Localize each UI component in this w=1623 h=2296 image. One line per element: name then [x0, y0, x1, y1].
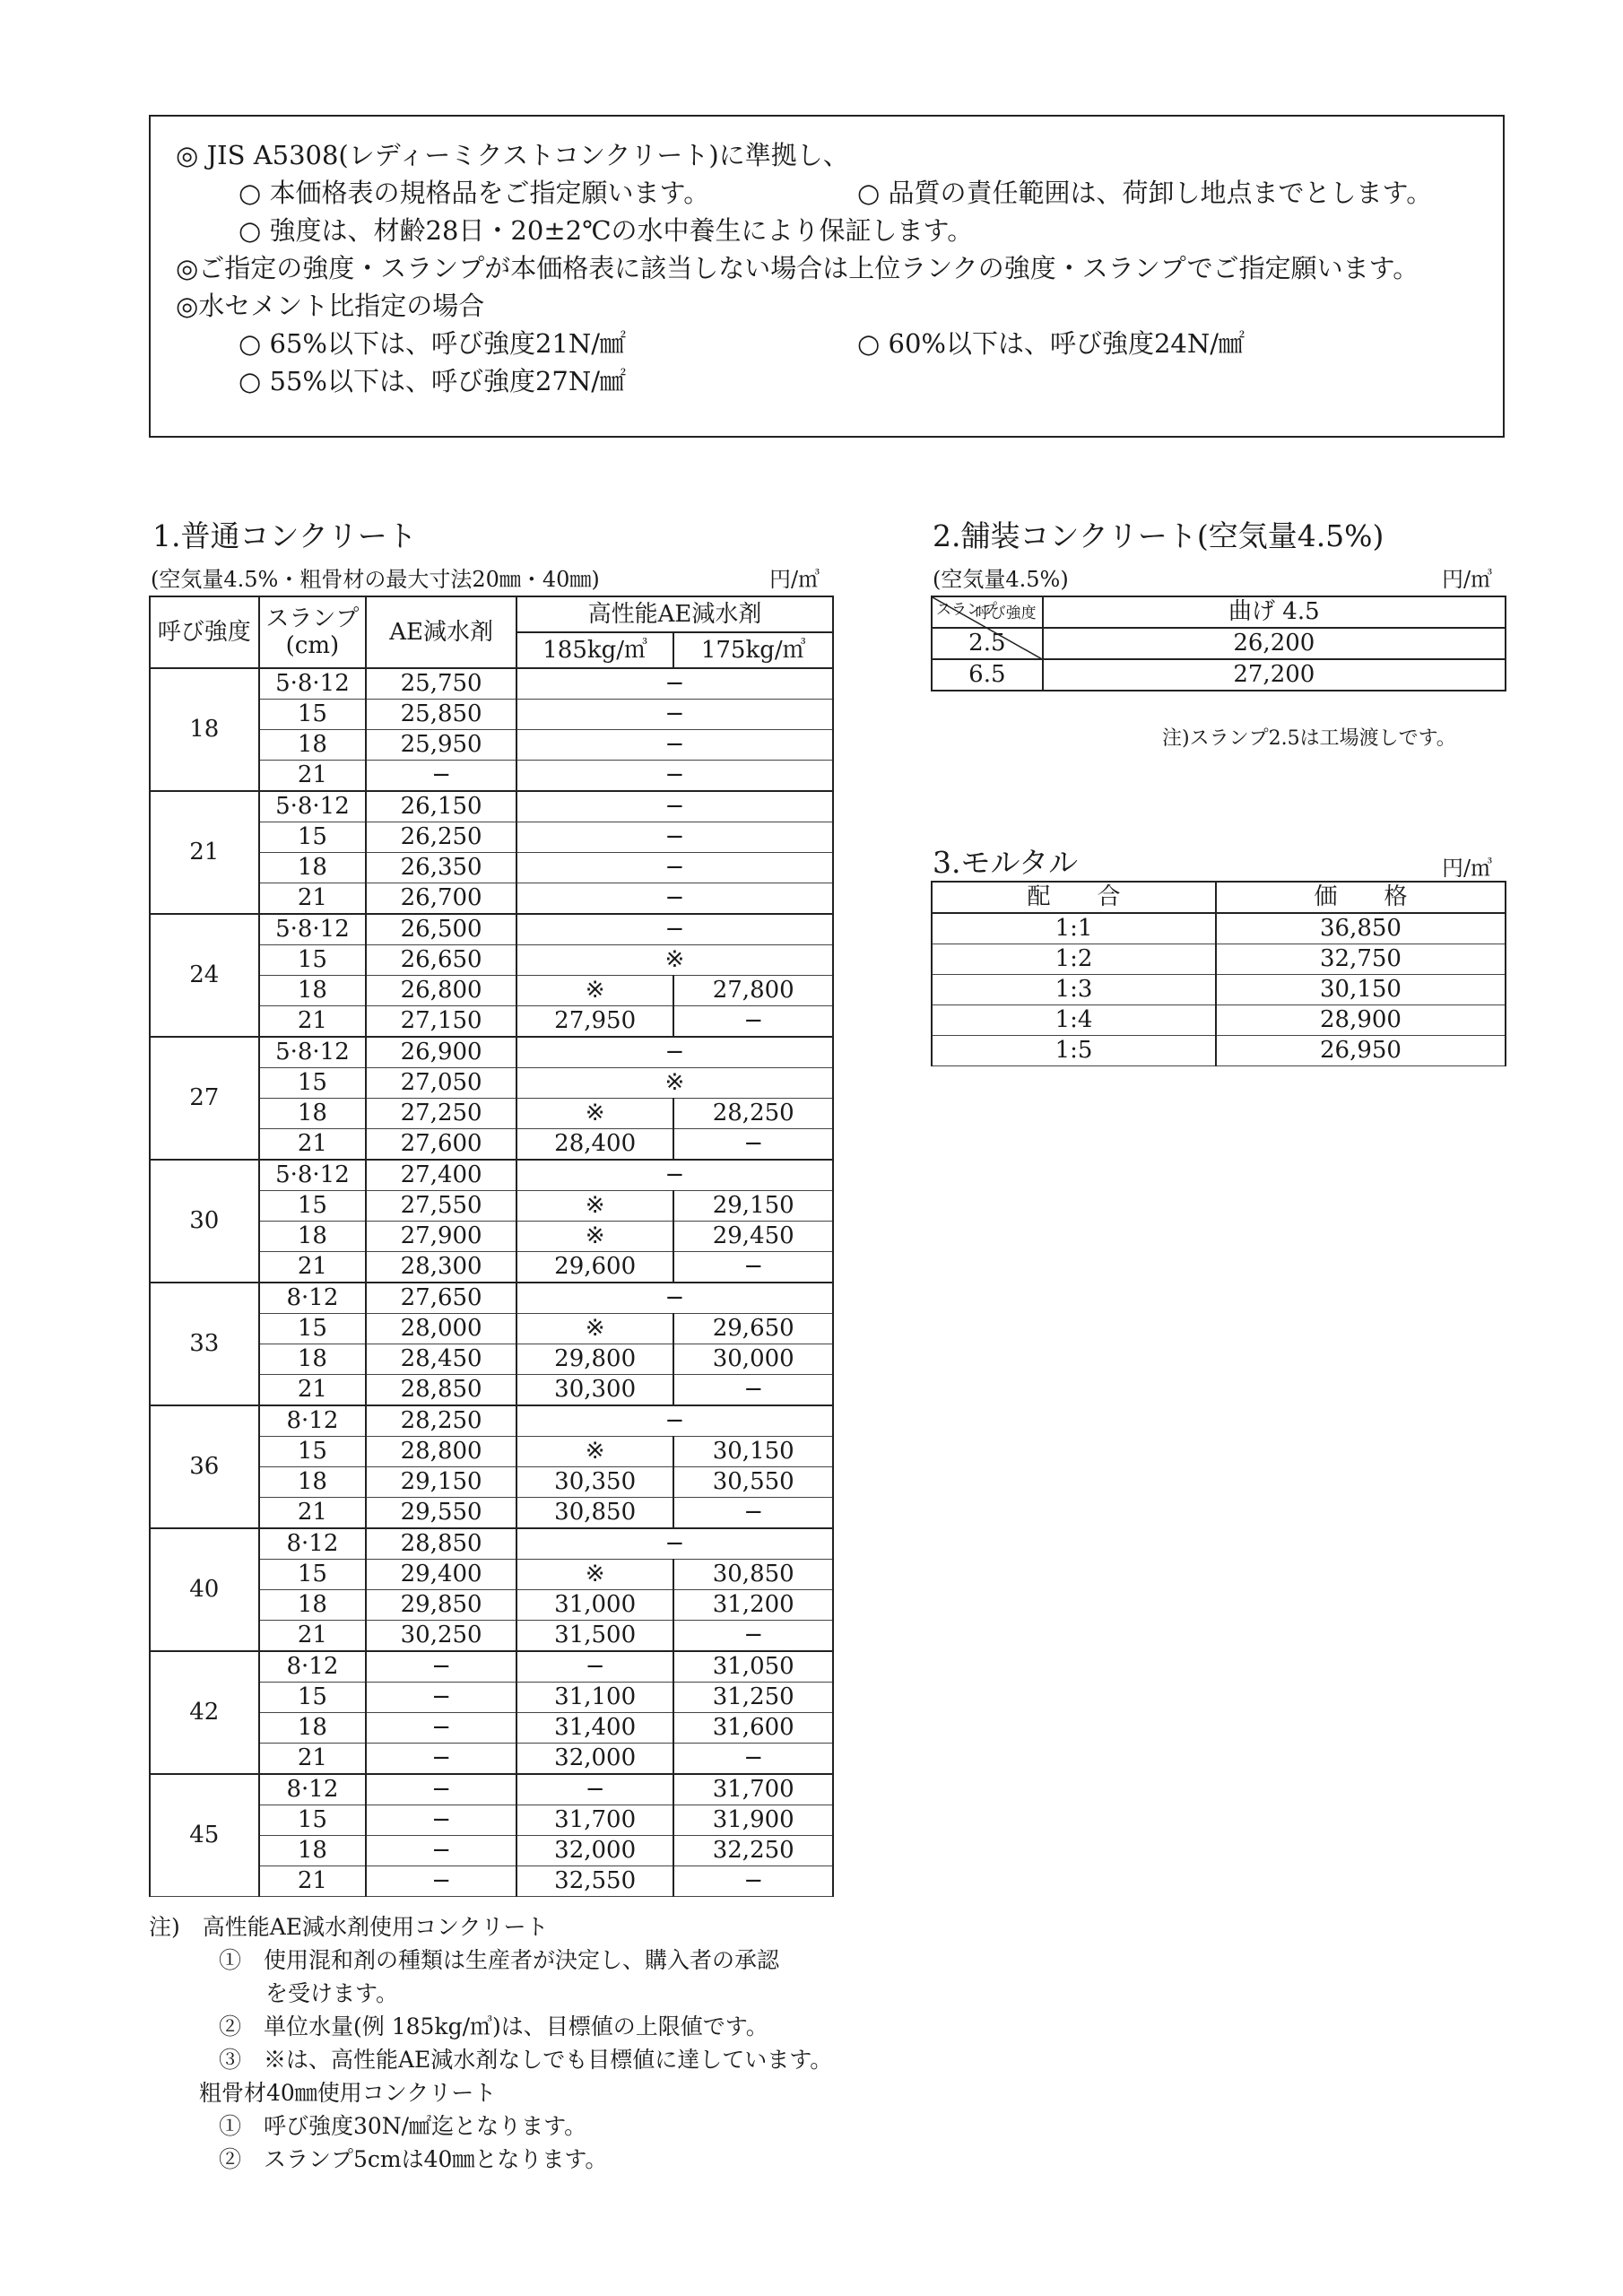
- hp-merged-cell: −: [516, 883, 833, 915]
- ae-price-cell: 29,400: [366, 1560, 516, 1590]
- hp-merged-cell: −: [516, 1405, 833, 1437]
- hp-merged-cell: −: [516, 1037, 833, 1068]
- hp-merged-cell: ※: [516, 945, 833, 976]
- paving-slump: 6.5: [932, 659, 1043, 691]
- slump-cell: 15: [259, 1560, 367, 1590]
- ae-price-cell: 28,800: [366, 1437, 516, 1467]
- ae-price-cell: 26,650: [366, 945, 516, 976]
- ae-price-cell: −: [366, 1774, 516, 1805]
- hp185-price-cell: 31,000: [516, 1590, 674, 1621]
- hp-merged-cell: −: [516, 730, 833, 761]
- hp175-price-cell: 31,900: [673, 1805, 833, 1836]
- notice-box: [149, 115, 1505, 438]
- ae-price-cell: −: [366, 1744, 516, 1775]
- hp175-price-cell: −: [673, 1375, 833, 1406]
- header-hp175: 175kg/㎥: [673, 632, 833, 668]
- slump-cell: 18: [259, 1836, 367, 1866]
- hp185-price-cell: 31,700: [516, 1805, 674, 1836]
- strength-cell: 45: [150, 1774, 259, 1897]
- section2-note: 注)スランプ2.5は工場渡しです。: [1162, 727, 1456, 750]
- ae-price-cell: 26,700: [366, 883, 516, 915]
- slump-cell: 18: [259, 1590, 367, 1621]
- ae-price-cell: −: [366, 1683, 516, 1713]
- hp185-price-cell: 28,400: [516, 1129, 674, 1161]
- hp-merged-cell: −: [516, 668, 833, 700]
- ae-price-cell: 26,250: [366, 822, 516, 853]
- slump-cell: 21: [259, 1006, 367, 1038]
- table-row: [150, 1405, 833, 1437]
- slump-cell: 15: [259, 1068, 367, 1099]
- notice-line: ◎ JIS A5308(レディーミクストコンクリート)に準拠し、: [176, 140, 849, 170]
- ae-price-cell: 27,900: [366, 1222, 516, 1252]
- section2-title: 2.舗装コンクリート(空気量4.5%): [933, 518, 1384, 553]
- section1-subtitle: (空気量4.5%・粗骨材の最大寸法20㎜・40㎜): [151, 567, 600, 592]
- hp175-price-cell: 31,700: [673, 1774, 833, 1805]
- notice-line: ◎ご指定の強度・スランプが本価格表に該当しない場合は上位ランクの強度・スランプでご指定願います。: [176, 253, 1419, 283]
- hp175-price-cell: 31,050: [673, 1651, 833, 1683]
- ae-price-cell: 28,850: [366, 1375, 516, 1406]
- slump-cell: 8·12: [259, 1405, 367, 1437]
- note-item: ② 単位水量(例 185kg/㎥)は、目標値の上限値です。: [219, 2013, 768, 2039]
- mortar-mix: 1:4: [932, 1005, 1216, 1036]
- notice-item: ○ 品質の責任範囲は、荷卸し地点までとします。: [857, 178, 1433, 208]
- ae-price-cell: 27,150: [366, 1006, 516, 1038]
- strength-cell: 42: [150, 1651, 259, 1774]
- hp-merged-cell: ※: [516, 1068, 833, 1099]
- notice-line: [176, 325, 1503, 362]
- ae-price-cell: 27,650: [366, 1283, 516, 1314]
- hp175-price-cell: −: [673, 1621, 833, 1652]
- slump-cell: 18: [259, 1099, 367, 1129]
- ae-price-cell: 27,250: [366, 1099, 516, 1129]
- slump-cell: 15: [259, 1683, 367, 1713]
- slump-cell: 21: [259, 1621, 367, 1652]
- hp-merged-cell: −: [516, 700, 833, 730]
- slump-cell: 15: [259, 1314, 367, 1344]
- hp185-price-cell: 32,000: [516, 1744, 674, 1775]
- hp-merged-cell: −: [516, 761, 833, 792]
- slump-cell: 15: [259, 945, 367, 976]
- note-item: を受けます。: [265, 1980, 399, 2006]
- ae-price-cell: 28,300: [366, 1252, 516, 1283]
- notice-item: ○ 60%以下は、呼び強度24N/㎟: [857, 328, 1245, 359]
- note-item: ① 呼び強度30N/㎟迄となります。: [219, 2113, 587, 2139]
- hp175-price-cell: 29,450: [673, 1222, 833, 1252]
- hp175-price-cell: 27,800: [673, 976, 833, 1006]
- paving-price: 27,200: [1043, 659, 1506, 691]
- hp185-price-cell: −: [516, 1774, 674, 1805]
- ae-price-cell: −: [366, 1713, 516, 1744]
- mortar-price: 36,850: [1216, 913, 1506, 944]
- paving-price-table: [931, 596, 1506, 691]
- slump-cell: 21: [259, 1498, 367, 1529]
- hp185-price-cell: ※: [516, 1191, 674, 1222]
- strength-cell: 21: [150, 791, 259, 914]
- notice-line: [176, 174, 1503, 212]
- concrete-price-table: [149, 596, 834, 1897]
- hp175-price-cell: −: [673, 1252, 833, 1283]
- hp175-price-cell: −: [673, 1006, 833, 1038]
- strength-cell: 40: [150, 1528, 259, 1651]
- hp185-price-cell: ※: [516, 1222, 674, 1252]
- mortar-mix: 1:5: [932, 1036, 1216, 1066]
- ae-price-cell: 27,550: [366, 1191, 516, 1222]
- ae-price-cell: 28,850: [366, 1528, 516, 1560]
- hp175-price-cell: 31,250: [673, 1683, 833, 1713]
- slump-cell: 18: [259, 853, 367, 883]
- hp185-price-cell: 32,000: [516, 1836, 674, 1866]
- slump-cell: 21: [259, 1744, 367, 1775]
- table-row: [150, 1160, 833, 1191]
- header-ae: AE減水剤: [366, 596, 516, 668]
- ae-price-cell: 26,800: [366, 976, 516, 1006]
- slump-cell: 5·8·12: [259, 668, 367, 700]
- hp175-price-cell: 28,250: [673, 1099, 833, 1129]
- note-item: ② スランプ5cmは40㎜となります。: [219, 2146, 608, 2172]
- ae-price-cell: 29,550: [366, 1498, 516, 1529]
- header-hp185: 185kg/㎥: [516, 632, 674, 668]
- section2-subtitle: (空気量4.5%): [933, 567, 1069, 592]
- ae-price-cell: 27,050: [366, 1068, 516, 1099]
- slump-cell: 21: [259, 761, 367, 792]
- notice-item: ○ 65%以下は、呼び強度21N/㎟: [239, 328, 627, 359]
- hp185-price-cell: ※: [516, 1437, 674, 1467]
- slump-cell: 15: [259, 822, 367, 853]
- ae-price-cell: 29,150: [366, 1467, 516, 1498]
- hp175-price-cell: −: [673, 1498, 833, 1529]
- slump-cell: 18: [259, 976, 367, 1006]
- table-row: [150, 1037, 833, 1068]
- concrete-table-body: [150, 668, 833, 1897]
- ae-price-cell: 26,350: [366, 853, 516, 883]
- slump-cell: 8·12: [259, 1774, 367, 1805]
- mortar-price: 28,900: [1216, 1005, 1506, 1036]
- mortar-mix: 1:1: [932, 913, 1216, 944]
- mortar-price: 32,750: [1216, 944, 1506, 975]
- strength-cell: 24: [150, 914, 259, 1037]
- ae-price-cell: 26,900: [366, 1037, 516, 1068]
- ae-price-cell: 29,850: [366, 1590, 516, 1621]
- slump-cell: 18: [259, 1713, 367, 1744]
- hp175-price-cell: 29,650: [673, 1314, 833, 1344]
- slump-cell: 18: [259, 730, 367, 761]
- hp175-price-cell: 30,150: [673, 1437, 833, 1467]
- ae-price-cell: 28,250: [366, 1405, 516, 1437]
- hp175-price-cell: 31,200: [673, 1590, 833, 1621]
- slump-cell: 5·8·12: [259, 791, 367, 822]
- header-hp: 高性能AE減水剤: [516, 596, 833, 632]
- slump-cell: 15: [259, 700, 367, 730]
- ae-price-cell: 30,250: [366, 1621, 516, 1652]
- hp175-price-cell: 32,250: [673, 1836, 833, 1866]
- hp175-price-cell: −: [673, 1744, 833, 1775]
- hp175-price-cell: 30,000: [673, 1344, 833, 1375]
- header-strength: 呼び強度: [150, 596, 259, 668]
- note-subhead: 粗骨材40㎜使用コンクリート: [199, 2080, 497, 2106]
- ae-price-cell: −: [366, 761, 516, 792]
- ae-price-cell: 28,450: [366, 1344, 516, 1375]
- paving-price: 26,200: [1043, 628, 1506, 659]
- notice-line: ◎水セメント比指定の場合: [176, 291, 485, 321]
- diagonal-header-cell: [932, 596, 1043, 628]
- section2-unit: 円/㎥: [1442, 567, 1493, 592]
- ae-price-cell: −: [366, 1651, 516, 1683]
- slump-cell: 5·8·12: [259, 1037, 367, 1068]
- hp185-price-cell: 31,400: [516, 1713, 674, 1744]
- slump-cell: 8·12: [259, 1528, 367, 1560]
- mortar-mix: 1:2: [932, 944, 1216, 975]
- mortar-mix: 1:3: [932, 975, 1216, 1005]
- strength-cell: 30: [150, 1160, 259, 1283]
- note-item: ③ ※は、高性能AE減水剤なしでも目標値に達しています。: [219, 2047, 833, 2073]
- table-row: [150, 1528, 833, 1560]
- header-slump-unit: (cm): [285, 632, 340, 659]
- hp-merged-cell: −: [516, 1160, 833, 1191]
- hp185-price-cell: 29,800: [516, 1344, 674, 1375]
- slump-cell: 21: [259, 1129, 367, 1161]
- hp185-price-cell: 29,600: [516, 1252, 674, 1283]
- notice-line: ○ 強度は、材齢28日・20±2℃の水中養生により保証します。: [239, 215, 974, 246]
- hp-merged-cell: −: [516, 1528, 833, 1560]
- hp-merged-cell: −: [516, 853, 833, 883]
- note-item: ① 使用混和剤の種類は生産者が決定し、購入者の承認: [219, 1947, 780, 1973]
- hp185-price-cell: 32,550: [516, 1866, 674, 1897]
- hp185-price-cell: ※: [516, 1099, 674, 1129]
- hp175-price-cell: −: [673, 1129, 833, 1161]
- strength-cell: 36: [150, 1405, 259, 1528]
- slump-cell: 21: [259, 883, 367, 915]
- mortar-price: 30,150: [1216, 975, 1506, 1005]
- hp175-price-cell: 30,550: [673, 1467, 833, 1498]
- note-head: 注) 高性能AE減水剤使用コンクリート: [149, 1914, 549, 1940]
- section1-title: 1.普通コンクリート: [152, 518, 417, 553]
- table-row: [150, 668, 833, 700]
- header-slump: [259, 596, 367, 668]
- ae-price-cell: 26,500: [366, 914, 516, 945]
- mortar-price: 26,950: [1216, 1036, 1506, 1066]
- strength-cell: 27: [150, 1037, 259, 1160]
- ae-price-cell: 27,400: [366, 1160, 516, 1191]
- slump-cell: 15: [259, 1191, 367, 1222]
- slump-cell: 5·8·12: [259, 914, 367, 945]
- slump-cell: 21: [259, 1252, 367, 1283]
- slump-cell: 15: [259, 1437, 367, 1467]
- ae-price-cell: 26,150: [366, 791, 516, 822]
- slump-cell: 21: [259, 1866, 367, 1897]
- paving-slump: 2.5: [932, 628, 1043, 659]
- section3-unit: 円/㎥: [1442, 856, 1493, 881]
- hp185-price-cell: 27,950: [516, 1006, 674, 1038]
- strength-cell: 18: [150, 668, 259, 791]
- diag-bottom-label: スランプ: [936, 601, 997, 619]
- hp185-price-cell: 30,850: [516, 1498, 674, 1529]
- slump-cell: 8·12: [259, 1651, 367, 1683]
- ae-price-cell: −: [366, 1805, 516, 1836]
- table-row: [150, 1651, 833, 1683]
- strength-cell: 33: [150, 1283, 259, 1405]
- slump-cell: 18: [259, 1222, 367, 1252]
- slump-cell: 18: [259, 1344, 367, 1375]
- slump-cell: 8·12: [259, 1283, 367, 1314]
- hp175-price-cell: −: [673, 1866, 833, 1897]
- diag-top-label: 呼び強度: [975, 604, 1037, 622]
- header-mix: 配 合: [932, 882, 1216, 913]
- notice-item: ○ 本価格表の規格品をご指定願います。: [239, 178, 710, 208]
- ae-price-cell: 27,600: [366, 1129, 516, 1161]
- table-row: [150, 1774, 833, 1805]
- ae-price-cell: 25,850: [366, 700, 516, 730]
- hp185-price-cell: −: [516, 1651, 674, 1683]
- header-bending: 曲げ 4.5: [1043, 596, 1506, 628]
- ae-price-cell: 28,000: [366, 1314, 516, 1344]
- hp185-price-cell: 31,100: [516, 1683, 674, 1713]
- header-slump-label: スランプ: [265, 605, 360, 632]
- hp185-price-cell: 30,300: [516, 1375, 674, 1406]
- ae-price-cell: 25,950: [366, 730, 516, 761]
- table-row: [150, 1283, 833, 1314]
- footnotes: [149, 1910, 832, 2176]
- notice-line: ○ 55%以下は、呼び強度27N/㎟: [239, 366, 627, 396]
- hp-merged-cell: −: [516, 1283, 833, 1314]
- header-price: 価 格: [1216, 882, 1506, 913]
- slump-cell: 15: [259, 1805, 367, 1836]
- hp185-price-cell: ※: [516, 1560, 674, 1590]
- hp-merged-cell: −: [516, 822, 833, 853]
- hp175-price-cell: 29,150: [673, 1191, 833, 1222]
- hp185-price-cell: ※: [516, 976, 674, 1006]
- table-row: [150, 914, 833, 945]
- slump-cell: 5·8·12: [259, 1160, 367, 1191]
- ae-price-cell: −: [366, 1866, 516, 1897]
- hp175-price-cell: 31,600: [673, 1713, 833, 1744]
- ae-price-cell: 25,750: [366, 668, 516, 700]
- mortar-price-table: [931, 881, 1506, 1066]
- hp185-price-cell: 31,500: [516, 1621, 674, 1652]
- hp185-price-cell: 30,350: [516, 1467, 674, 1498]
- table-row: [150, 791, 833, 822]
- ae-price-cell: −: [366, 1836, 516, 1866]
- slump-cell: 21: [259, 1375, 367, 1406]
- hp175-price-cell: 30,850: [673, 1560, 833, 1590]
- hp185-price-cell: ※: [516, 1314, 674, 1344]
- section1-unit: 円/㎥: [769, 567, 820, 592]
- section3-title: 3.モルタル: [933, 845, 1079, 880]
- slump-cell: 18: [259, 1467, 367, 1498]
- hp-merged-cell: −: [516, 914, 833, 945]
- hp-merged-cell: −: [516, 791, 833, 822]
